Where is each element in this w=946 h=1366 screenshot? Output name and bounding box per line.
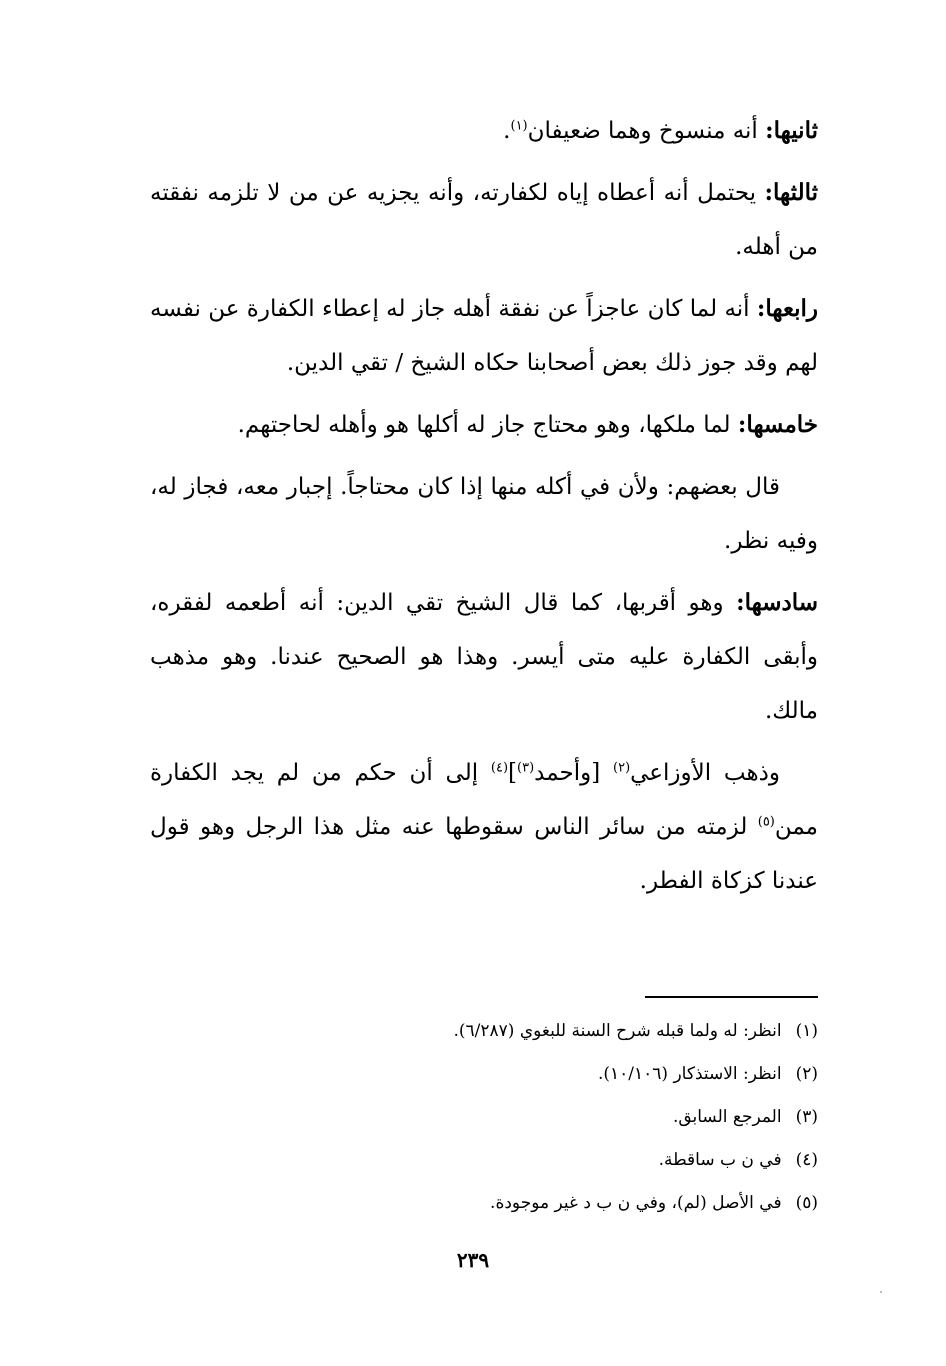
paragraph-text: يحتمل أنه أعطاه إياه لكفارته، وأنه يجزيه عن من لا تلزمه نفقته من أهله. xyxy=(150,180,818,260)
paragraph-text: وهو أقربها، كما قال الشيخ تقي الدين: أنه أطعمه لفقره، وأبقى الكفارة عليه متى أيسر. وهذا هو الصحيح عندنا. وهو مذهب مالك. xyxy=(150,590,818,724)
paragraph-text: إلى أن حكم من لم يجد الكفارة ممن xyxy=(150,760,818,840)
paragraph-fourth xyxy=(150,282,818,390)
paragraph-awzai xyxy=(150,746,818,908)
footnotes xyxy=(150,1010,818,1225)
main-text xyxy=(150,104,818,916)
paragraph-lead: ثالثها: xyxy=(764,179,818,206)
footnote-text: المرجع السابق. xyxy=(672,1107,782,1127)
paragraph-sixth xyxy=(150,576,818,738)
paragraph-lead: خامسها: xyxy=(737,411,818,438)
footnote-number: (٤) xyxy=(795,1150,818,1170)
footnote-text: انظر: له ولما قبله شرح السنة للبغوي (٦/٢٨٧). xyxy=(453,1021,782,1041)
paragraph-text: وذهب الأوزاعي xyxy=(630,760,780,786)
footnote-number: (٣) xyxy=(795,1107,818,1127)
footnote-text: في ن ب ساقطة. xyxy=(658,1150,782,1170)
paragraph-text: لما ملكها، وهو محتاج جاز له أكلها هو وأهله لحاجتهم. xyxy=(237,412,738,438)
paragraph-text: أنه منسوخ وهما ضعيفان xyxy=(527,118,766,144)
paragraph-lead: ثانيها: xyxy=(765,117,818,144)
paragraph-third xyxy=(150,166,818,274)
page-number: ٢٣٩ xyxy=(456,1248,490,1272)
footnote-number: (١) xyxy=(795,1021,818,1041)
paragraph-lead: رابعها: xyxy=(756,295,818,322)
paragraph-fifth xyxy=(150,398,818,452)
scan-speck xyxy=(880,1291,882,1293)
footnote-marker: (٣) xyxy=(517,760,535,776)
paragraph-lead: سادسها: xyxy=(736,589,818,616)
footnote-item xyxy=(150,1010,818,1053)
paragraph-some-said xyxy=(150,460,818,568)
footnote-number: (٢) xyxy=(795,1064,818,1084)
footnote-text: انظر: الاستذكار (١٠/١٠٦). xyxy=(597,1064,782,1084)
paragraph-tail: . xyxy=(503,118,511,144)
paragraph-text: قال بعضهم: ولأن في أكله منها إذا كان محتاجاً. إجبار معه، فجاز له، وفيه نظر. xyxy=(150,474,818,554)
paragraph-text: أنه لما كان عاجزاً عن نفقة أهله جاز له إعطاء الكفارة عن نفسه لهم وقد جوز ذلك بعض أصحابنا حكاه الشيخ / تقي الدين. xyxy=(150,296,818,376)
footnote-item xyxy=(150,1139,818,1182)
footnote-marker: (١) xyxy=(510,118,528,134)
footnote-item xyxy=(150,1182,818,1225)
footnote-item xyxy=(150,1096,818,1139)
footnote-divider xyxy=(645,996,818,998)
paragraph-text: لزمته من سائر الناس سقوطها عنه مثل هذا الرجل وهو قول عندنا كزكاة الفطر. xyxy=(150,814,818,894)
paragraph-text: [وأحمد xyxy=(534,760,613,786)
footnote-marker: (٤) xyxy=(490,760,509,776)
paragraph-text: ] xyxy=(508,760,518,786)
paragraph-second xyxy=(150,104,818,158)
footnote-item xyxy=(150,1053,818,1096)
footnote-text: في الأصل (لم)، وفي ن ب د غير موجودة. xyxy=(490,1193,782,1213)
footnote-marker: (٢) xyxy=(613,760,631,776)
footnote-number: (٥) xyxy=(795,1193,818,1213)
footnote-marker: (٥) xyxy=(757,814,775,830)
